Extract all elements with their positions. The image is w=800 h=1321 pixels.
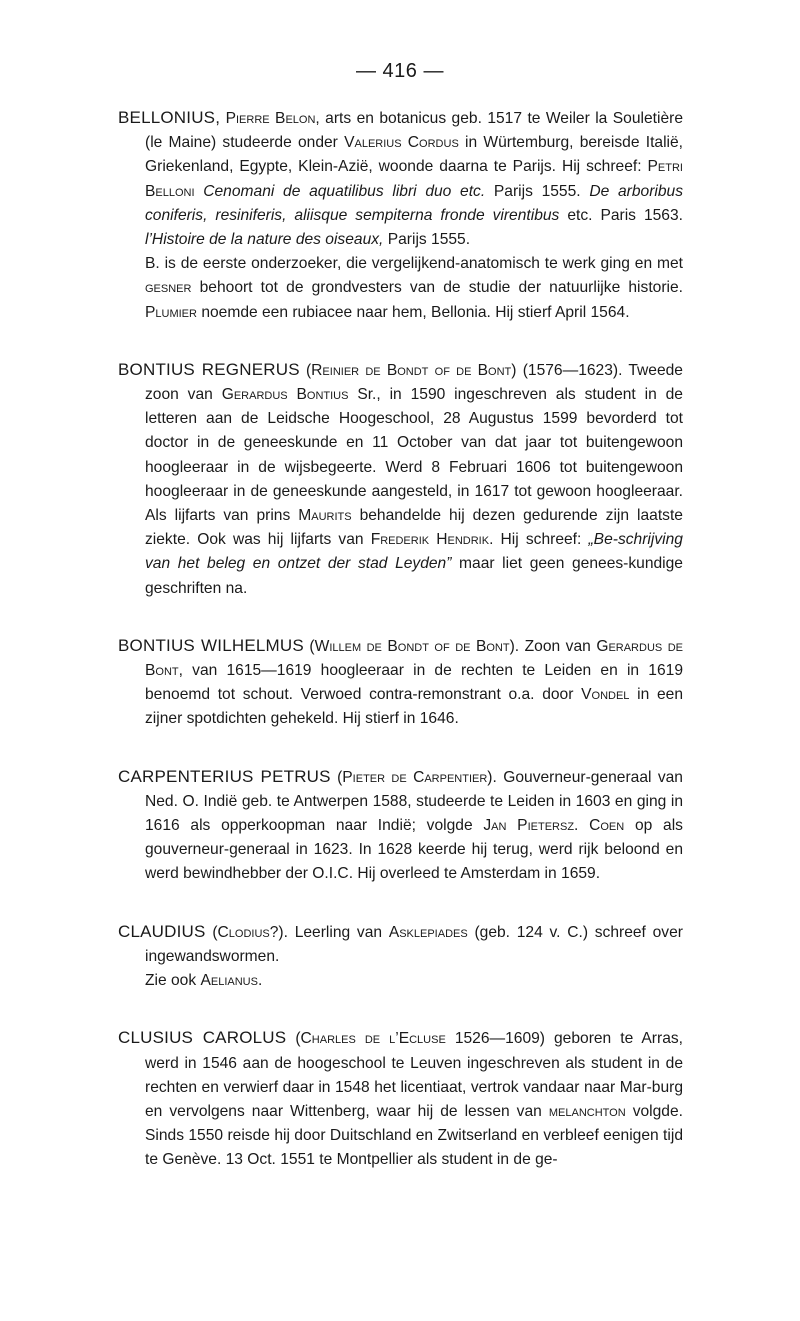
entry-bontius-regnerus: BONTIUS REGNERUS (Reinier de Bondt of de Bont) (1576—1623). Tweede zoon van Gerardus Bontius Sr., in 1590 ingeschreven als student in de letteren aan de Leidsche Hoogeschool, 28 Augustus 1599 bevorderd tot doctor in de geneeskunde en 11 October van dat jaar tot buitengewoon hoogleeraar in de wijsbegeerte. Werd 8 Februari 1606 tot buitengewoon hoogleeraar in de geneeskunde aangesteld, in 1617 tot gewoon hoogleeraar. Als lijfarts van prins Maurits behandelde hij dezen gedurende zijn laatste ziekte. Ook was hij lijfarts van Frederik Hendrik. Hij schreef: „Be-schrijving van het beleg en ontzet der stad Leyden” maar liet geen genees-kundige geschriften na. [118,359,683,597]
entry-claudius: CLAUDIUS (Clodius?). Leerling van Asklepiades (geb. 124 v. C.) schreef over ingewandswormen. Zie ook Aelianus. [118,920,683,994]
entry-headword: BONTIUS REGNERUS [118,359,300,379]
entry-headword: BONTIUS WILHELMUS [118,635,304,655]
entry-headword: CLUSIUS CAROLUS [118,1028,287,1048]
entry-headword: CLAUDIUS [118,921,206,941]
entry-bellonius: BELLONIUS, Pierre Belon, arts en botanicus geb. 1517 te Weiler la Souletière (le Maine) studeerde onder Valerius Cordus in Würtemburg, bereisde Italië, Griekenland, Egypte, Klein-Azië, woonde daarna te Parijs. Hij schreef: Petri Belloni Cenomani de aquatilibus libri duo etc. Parijs 1555. De arboribus coniferis, resiniferis, aliisque sempiterna fronde virentibus etc. Paris 1563. l’Histoire de la nature des oiseaux, Parijs 1555. B. is de eerste onderzoeker, die vergelijkend-anatomisch te werk ging en met gesner behoort tot de grondvesters van de studie der natuurlijke historie. Plumier noemde een rubiacee naar hem, Bellonia. Hij stierf April 1564. [118,106,683,325]
entry-carpenterius: CARPENTERIUS PETRUS (Pieter de Carpentier). Gouverneur-generaal van Ned. O. Indië geb. te Antwerpen 1588, studeerde te Leiden in 1603 en ging in 1616 als opperkoopman naar Indië; volgde Jan Pietersz. Coen op als gouverneur-generaal in 1623. In 1628 keerde hij terug, werd rijk beloond en werd bewindhebber der O.I.C. Hij overleed te Amsterdam in 1659. [118,766,683,883]
entry-clusius: CLUSIUS CAROLUS (Charles de l’Ecluse 1526—1609) geboren te Arras, werd in 1546 aan de hoogeschool te Leuven ingeschreven als student in de rechten en verwierf daar in 1548 het licentiaat, vertrok vandaar naar Mar-burg en vervolgens naar Wittenberg, waar hij de lessen van melanchton volgde. Sinds 1550 reisde hij door Duitschland en Zwitserland en verbleef eenigen tijd te Genève. 13 Oct. 1551 te Montpellier als student in de ge- [118,1028,683,1169]
entry-see-also: Zie ook Aelianus. [145,972,263,990]
entries-list [118,106,683,1206]
page-number: — 416 — [356,60,444,82]
entry-headword: CARPENTERIUS PETRUS [118,766,331,786]
entry-paragraph: B. is de eerste onderzoeker, die vergelijkend-anatomisch te werk ging en met gesner behoort tot de grondvesters van de studie der natuurlijke historie. Plumier noemde een rubiacee naar hem, Bellonia. Hij stierf April 1564. [145,255,683,321]
entry-bontius-wilhelmus: BONTIUS WILHELMUS (Willem de Bondt of de Bont). Zoon van Gerardus de Bont, van 1615—1619 hoogleeraar in de rechten te Leiden en in 1619 benoemd tot schout. Verwoed contra-remonstrant o.a. door Vondel in een zijner spotdichten gehekeld. Hij stierf in 1646. [118,635,683,728]
entry-headword: BELLONIUS, [118,108,221,127]
